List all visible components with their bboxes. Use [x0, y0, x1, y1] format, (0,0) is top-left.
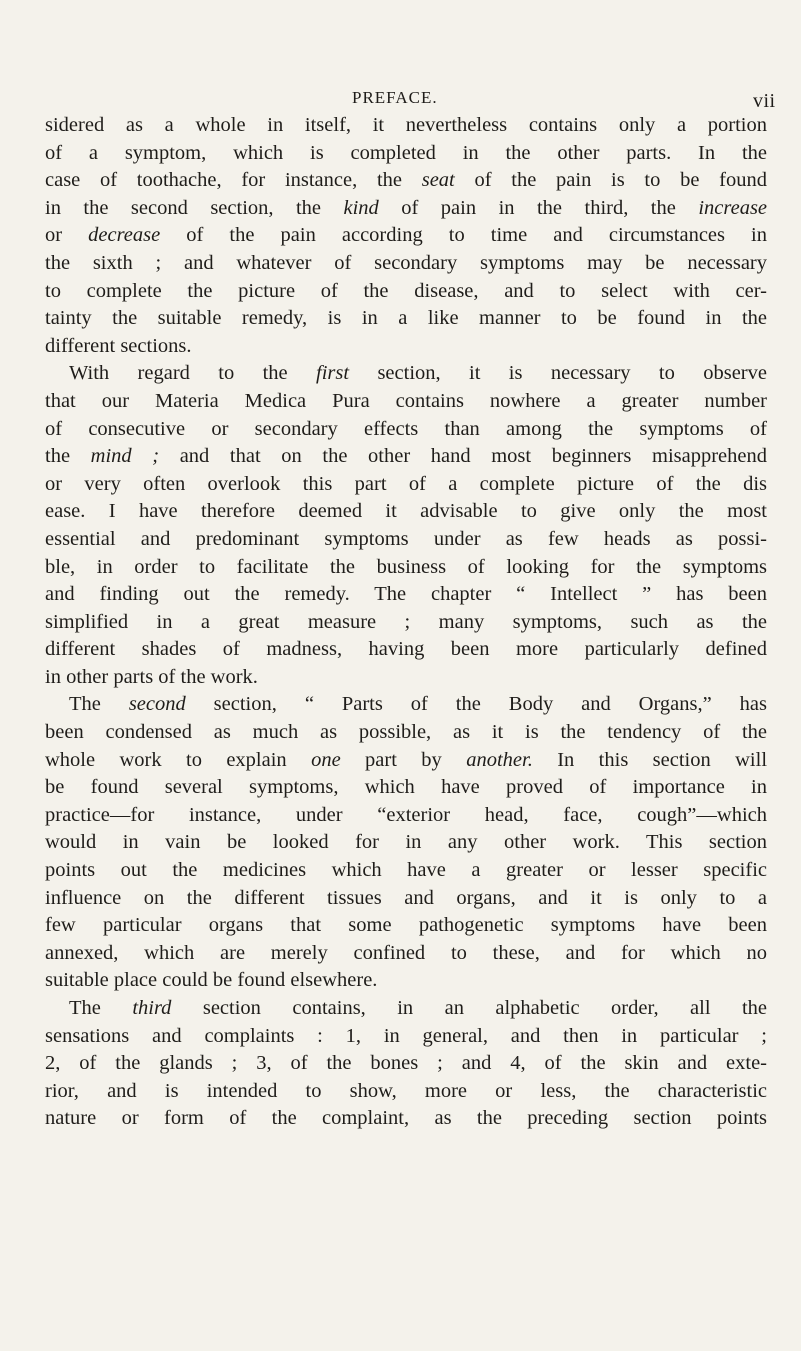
- text-run: The: [69, 693, 129, 716]
- text-run: of pain in the third, the: [378, 196, 699, 219]
- text-line: tainty the suitable remedy, is in a like manner to be found in the: [45, 307, 767, 330]
- text-line: suitable place could be found elsewhere.: [45, 969, 378, 992]
- italic-emphasis: another.: [466, 748, 533, 771]
- italic-emphasis: increase: [698, 196, 768, 219]
- text-run: whole work to explain: [45, 748, 312, 771]
- text-line: be found several symptoms, which have proved of importance in: [45, 776, 767, 799]
- text-line: essential and predominant symptoms under as few heads as possi-: [45, 527, 767, 550]
- text-line: of consecutive or secondary effects than among the symptoms of: [45, 417, 767, 440]
- text-run: case of toothache, for instance, the: [45, 169, 422, 192]
- text-line: [45, 995, 767, 1023]
- text-line: [45, 691, 767, 719]
- text-run: In this section will: [532, 748, 768, 771]
- text-run: The: [69, 997, 133, 1019]
- text-line: different sections.: [45, 334, 192, 357]
- italic-emphasis: third: [132, 997, 172, 1019]
- text-run: With regard to the: [69, 362, 317, 385]
- italic-emphasis: kind: [343, 196, 379, 219]
- italic-emphasis: mind ;: [90, 445, 160, 468]
- text-line: ease. I have therefore deemed it advisable to give only the most: [45, 500, 767, 523]
- text-line: practice—for instance, under “exterior head, face, cough”—which: [45, 803, 767, 826]
- text-line: that our Materia Medica Pura contains nowhere a greater number: [45, 389, 767, 412]
- italic-emphasis: first: [316, 362, 350, 385]
- text-line: been condensed as much as possible, as it is the tendency of the: [45, 721, 767, 744]
- text-run: in the second section, the: [45, 196, 344, 219]
- text-line: nature or form of the complaint, as the preceding section points: [45, 1107, 767, 1130]
- text-line: simplified in a great measure ; many symptoms, such as the: [45, 610, 767, 633]
- text-line: influence on the different tissues and organs, and it is only to a: [45, 886, 767, 909]
- body-text: [45, 112, 767, 1133]
- text-line: [45, 167, 767, 195]
- text-run: the: [45, 445, 91, 468]
- page-number: vii: [753, 90, 776, 112]
- italic-emphasis: second: [128, 693, 186, 716]
- text-run: of the pain according to time and circumstances in: [160, 224, 767, 247]
- text-line: sensations and complaints : 1, in general, and then in particular ;: [45, 1024, 767, 1047]
- text-line: points out the medicines which have a greater or lesser specific: [45, 859, 767, 882]
- text-run: section, “ Parts of the Body and Organs,” has: [185, 693, 767, 716]
- text-run: of the pain is to be found: [454, 169, 767, 192]
- text-run: section contains, in an alphabetic order, all the: [171, 997, 767, 1019]
- text-line: [45, 195, 767, 223]
- italic-emphasis: one: [311, 748, 341, 771]
- text-run: or: [45, 224, 89, 247]
- text-run: part by: [340, 748, 467, 771]
- text-line: [45, 747, 767, 775]
- running-head: PREFACE.: [352, 88, 438, 107]
- text-line: of a symptom, which is completed in the other parts. In the: [45, 141, 767, 164]
- text-line: and finding out the remedy. The chapter “ Intellect ” has been: [45, 583, 767, 606]
- text-line: or very often overlook this part of a complete picture of the dis: [45, 472, 767, 495]
- italic-emphasis: seat: [421, 169, 455, 192]
- text-line: [45, 443, 767, 471]
- text-run: section, it is necessary to observe: [349, 362, 767, 385]
- text-line: different shades of madness, having been more particularly defined: [45, 638, 767, 661]
- text-line: [45, 360, 767, 388]
- text-line: sidered as a whole in itself, it nevertheless contains only a portion: [45, 114, 767, 136]
- text-line: [45, 222, 767, 250]
- text-line: the sixth ; and whatever of secondary symptoms may be necessary: [45, 251, 767, 274]
- text-line: would in vain be looked for in any other work. This section: [45, 831, 767, 854]
- text-line: to complete the picture of the disease, and to select with cer-: [45, 279, 767, 302]
- text-line: 2, of the glands ; 3, of the bones ; and 4, of the skin and exte-: [45, 1052, 767, 1075]
- text-line: in other parts of the work.: [45, 665, 258, 688]
- text-line: annexed, which are merely confined to these, and for which no: [45, 941, 767, 964]
- text-run: and that on the other hand most beginners misapprehend: [159, 445, 767, 468]
- text-line: rior, and is intended to show, more or less, the characteristic: [45, 1079, 767, 1102]
- italic-emphasis: decrease: [88, 224, 161, 247]
- text-line: few particular organs that some pathogenetic symptoms have been: [45, 914, 767, 937]
- text-line: ble, in order to facilitate the business of looking for the symptoms: [45, 555, 767, 578]
